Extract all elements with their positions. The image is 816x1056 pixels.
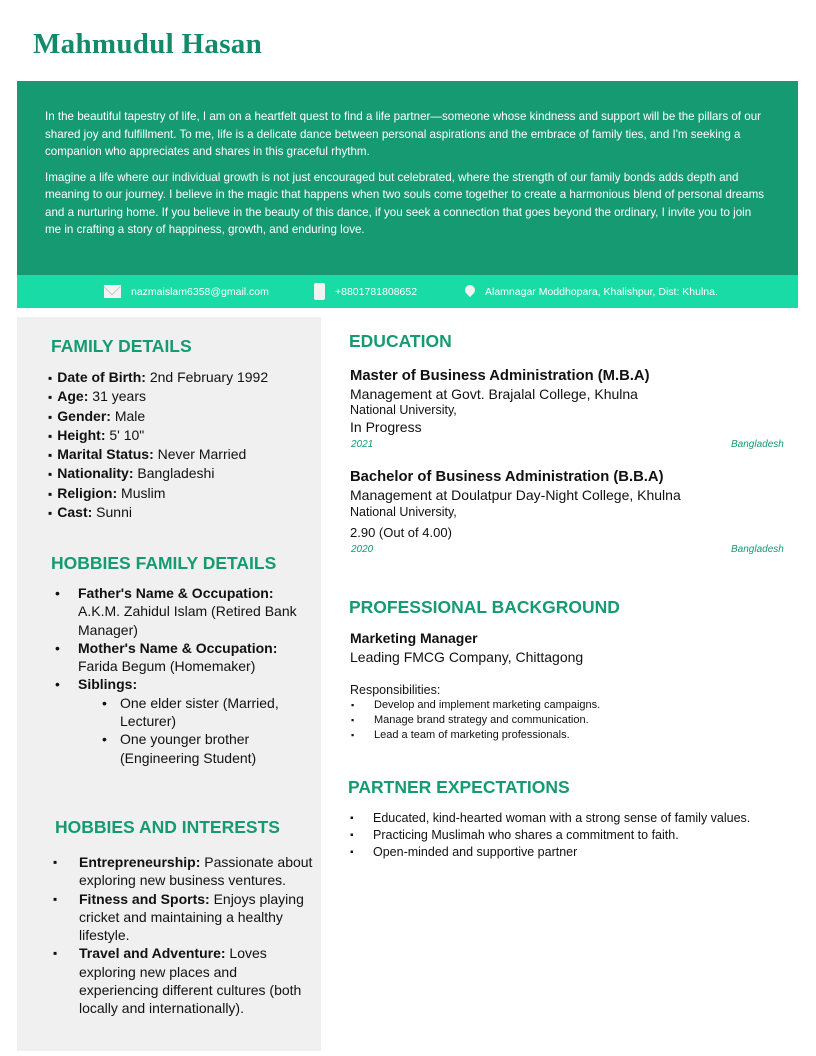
list-item: ▪ Manage brand strategy and communication. [350,713,600,728]
list-item: ▪ Lead a team of marketing professionals. [350,728,600,743]
job-company: Leading FMCG Company, Chittagong [350,649,584,665]
address-text: Alamnagar Moddhopara, Khalishpur, Dist: Khulna. [485,285,718,298]
mail-icon [104,285,121,298]
location-pin-icon [463,283,477,297]
family-details-list [48,368,268,522]
list-item: ▪ Develop and implement marketing campaigns. [350,698,600,713]
list-item: ▪ Entrepreneurship: Passionate about exploring new business ventures. [53,853,317,890]
degree-year: 2020 [351,544,374,555]
list-item: ▪ Marital Status: Never Married [48,445,268,464]
responsibilities-label: Responsibilities: [350,683,441,697]
degree-status: 2.90 (Out of 4.00) [350,525,452,540]
list-item: • Father's Name & Occupation: A.K.M. Zahidul Islam (Retired Bank Manager) [55,584,317,639]
list-item: ▪ Fitness and Sports: Enjoys playing cricket and maintaining a healthy lifestyle. [53,890,317,945]
sibling-item: • One younger brother (Engineering Student) [102,731,257,766]
list-item: ▪ Date of Birth: 2nd February 1992 [48,368,268,387]
list-item: ▪ Height: 5' 10" [48,426,268,445]
degree-title: Master of Business Administration (M.B.A) [350,368,650,384]
list-item: ▪ Nationality: Bangladeshi [48,464,268,483]
list-item: • Mother's Name & Occupation: Farida Begum (Homemaker) [55,639,317,676]
list-item: ▪ Practicing Muslimah who shares a commitment to faith. [350,827,750,844]
job-title: Marketing Manager [350,630,478,646]
degree-status: In Progress [350,419,422,435]
responsibilities-list [350,698,600,743]
list-item: ▪ Age: 31 years [48,387,268,406]
family-details-heading: FAMILY DETAILS [51,336,192,356]
phone-icon [314,283,325,300]
hobbies-family-heading: HOBBIES FAMILY DETAILS [51,553,277,573]
degree-year: 2021 [351,439,374,450]
candidate-name: Mahmudul Hasan [33,28,263,60]
phone-text: +8801781808652 [335,285,418,298]
degree-title: Bachelor of Business Administration (B.B.A) [350,469,664,485]
list-item: ▪ Cast: Sunni [48,503,268,522]
list-item: ▪ Open-minded and supportive partner [350,844,750,861]
intro-banner [17,81,798,275]
partner-heading: PARTNER EXPECTATIONS [348,777,570,797]
hobbies-interests-list [53,853,317,1018]
sibling-item: • One elder sister (Married, Lecturer) [102,694,279,730]
hobbies-interests-heading: HOBBIES AND INTERESTS [55,817,280,837]
degree-university: National University, [350,403,457,417]
list-item: • Siblings: • One elder sister (Married, Lecturer) • One younger brother (Engineering Student) [55,675,317,766]
email-text: nazmaislam6358@gmail.com [131,285,269,298]
contact-phone[interactable] [314,275,417,308]
education-heading: EDUCATION [349,331,452,351]
degree-college: Management at Govt. Brajalal College, Khulna [350,386,638,402]
degree-college: Management at Doulatpur Day-Night College, Khulna [350,487,681,503]
professional-heading: PROFESSIONAL BACKGROUND [349,597,620,617]
intro-paragraph-1: In the beautiful tapestry of life, I am on a heartfelt quest to find a life partner—someone whose kindness and support will be the pillars of our shared joy and fulfillment. To me, life is a delicate dance between personal aspirations and the embrace of family ties, and I'm seeking a companion who appreciates and shares in this graceful rhythm. [45,110,761,158]
hobbies-family-list [55,584,317,767]
contact-bar [17,275,798,308]
list-item: ▪ Educated, kind-hearted woman with a strong sense of family values. [350,810,750,827]
list-item: ▪ Religion: Muslim [48,484,268,503]
partner-list [350,810,750,861]
degree-university: National University, [350,505,457,519]
list-item: ▪ Travel and Adventure: Loves exploring new places and experiencing different cultures (both locally and internationally). [53,944,317,1017]
contact-email[interactable] [104,275,269,308]
list-item: ▪ Gender: Male [48,407,268,426]
contact-address [465,275,718,308]
degree-country: Bangladesh [731,544,784,555]
degree-country: Bangladesh [731,439,784,450]
intro-paragraph-2: Imagine a life where our individual growth is not just encouraged but celebrated, where the strength of our family bonds adds depth and meaning to our journey. I believe in the magic that happens when two souls come together to create a harmonious blend of personal dreams and a nurturing home. If you believe in the beauty of this dance, if you seek a connection that goes beyond the ordinary, I invite you to join me in crafting a story of happiness, growth, and enduring love. [45,170,765,236]
